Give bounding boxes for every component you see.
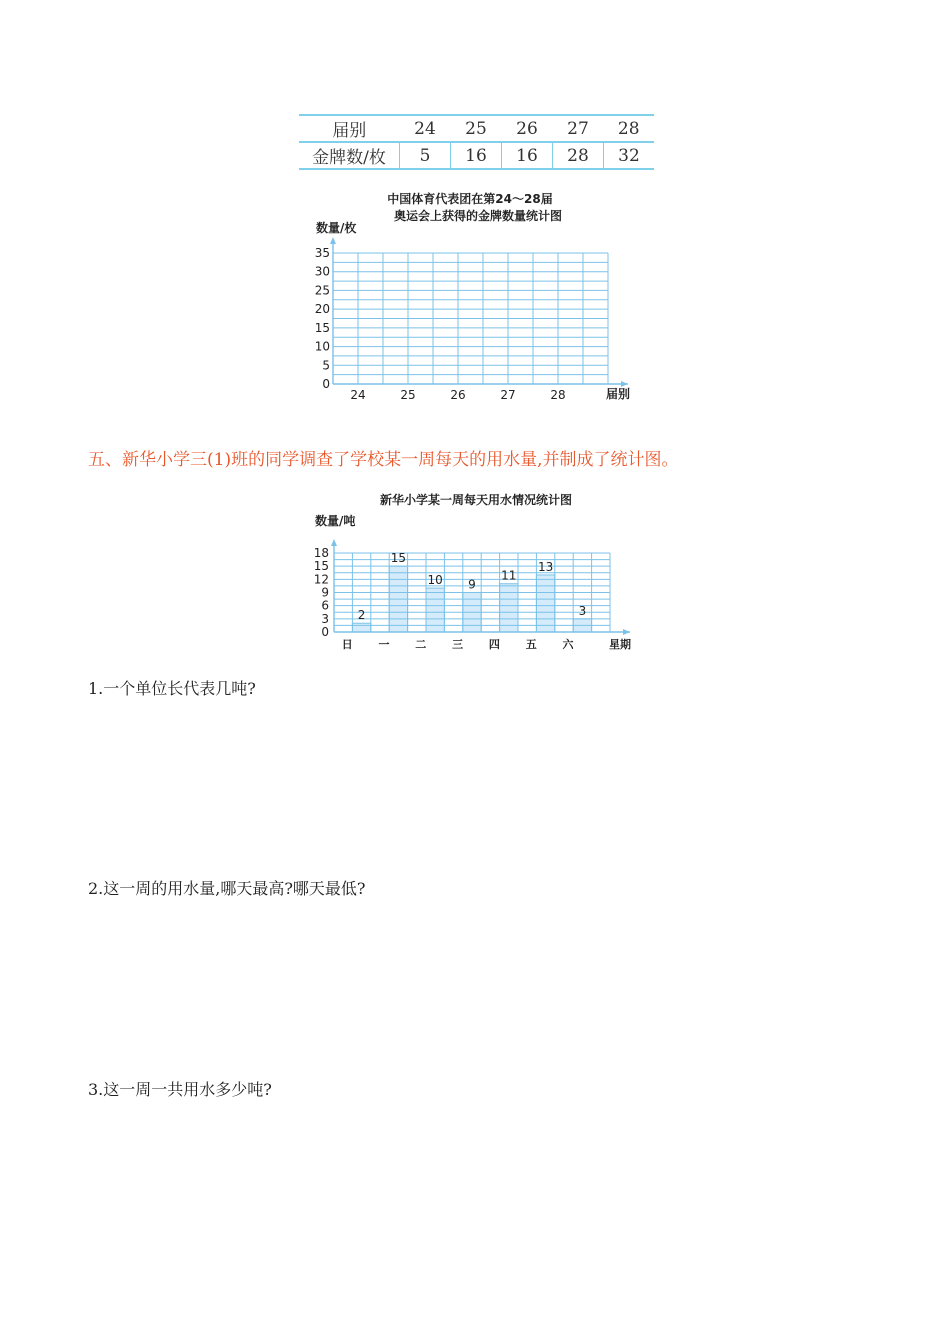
y-tick-label: 12: [313, 572, 329, 587]
question-1: 1.一个单位长代表几吨?: [88, 679, 256, 698]
table-cell: 16: [451, 142, 502, 169]
row-header-medals: 金牌数/枚: [312, 148, 386, 168]
y-tick-label: 6: [321, 598, 329, 613]
bar: [536, 575, 554, 632]
table-cell: 28: [617, 118, 640, 139]
table-cell: 26: [516, 118, 538, 139]
data-label: 15: [390, 551, 407, 566]
x-tick-label: 五: [525, 638, 537, 651]
chart1-title-line2: 奥运会上获得的金牌数量统计图: [393, 209, 563, 223]
chart1-x-axis-label: 届别: [606, 387, 631, 401]
chart1-x-ticks: [350, 388, 565, 402]
x-tick-label: 二: [415, 638, 427, 651]
x-tick-label: 三: [452, 638, 464, 651]
data-label: 13: [537, 559, 554, 574]
table-cell: 16: [502, 142, 553, 169]
table-cell: 32: [604, 142, 655, 169]
y-tick-label: 15: [314, 320, 330, 335]
y-tick-label: 5: [322, 358, 330, 373]
x-tick-label: 26: [450, 388, 466, 402]
x-tick-label: 日: [341, 638, 353, 651]
y-tick-label: 15: [313, 559, 329, 574]
chart2-y-axis-label: 数量/吨: [315, 514, 356, 528]
chart1-y-axis-label: 数量/枚: [316, 221, 357, 235]
y-tick-label: 25: [314, 283, 330, 298]
question-3: 3.这一周一共用水多少吨?: [88, 1080, 272, 1099]
bar: [500, 584, 518, 632]
water-usage-chart: [0, 480, 950, 660]
section-heading: 五、新华小学三(1)班的同学调查了学校某一周每天的用水量,并制成了统计图。: [88, 450, 679, 470]
y-tick-label: 9: [321, 585, 329, 600]
chart2-x-ticks: [342, 637, 575, 651]
table-cell: 24: [414, 118, 436, 139]
x-axis-arrow-icon: [623, 629, 630, 635]
y-tick-label: 35: [314, 246, 330, 260]
chart2-title: 新华小学某一周每天用水情况统计图: [379, 493, 573, 507]
chart1-y-ticks: [315, 246, 330, 391]
y-tick-label: 30: [314, 264, 330, 279]
data-label: 2: [357, 608, 366, 623]
table-cell: 28: [553, 142, 604, 169]
y-tick-label: 3: [321, 611, 329, 626]
y-tick-label: 20: [314, 302, 330, 317]
x-tick-label: 28: [550, 388, 566, 402]
x-tick-label: 25: [400, 388, 416, 402]
y-axis-arrow-icon: [331, 539, 337, 546]
chart1-title-line1: 中国体育代表团在第24～28届: [387, 192, 553, 206]
x-tick-label: 四: [488, 638, 500, 651]
x-tick-label: 27: [500, 388, 516, 402]
row-header-session: 届别: [332, 121, 367, 141]
chart1-grid: [333, 253, 608, 384]
y-axis-arrow-icon: [330, 237, 336, 244]
chart2-y-ticks: [314, 546, 329, 639]
x-tick-label: 六: [562, 638, 574, 651]
data-label: 11: [501, 568, 517, 583]
data-label: 10: [427, 573, 443, 588]
chart2-x-axis-label: 星期: [609, 638, 631, 651]
data-label: 9: [468, 577, 476, 592]
table-cell: 27: [567, 118, 589, 139]
y-tick-label: 10: [314, 339, 330, 354]
table-cell: 25: [465, 118, 487, 139]
question-2: 2.这一周的用水量,哪天最高?哪天最低?: [88, 879, 366, 898]
x-tick-label: 一: [378, 638, 390, 651]
table-cell: 5: [400, 142, 451, 169]
y-tick-label: 0: [322, 377, 330, 391]
y-tick-label: 0: [321, 625, 329, 639]
x-tick-label: 24: [350, 388, 366, 402]
bar: [352, 623, 370, 632]
data-label: 3: [578, 603, 587, 618]
y-tick-label: 18: [313, 546, 329, 560]
gold-medal-chart: [0, 0, 950, 420]
